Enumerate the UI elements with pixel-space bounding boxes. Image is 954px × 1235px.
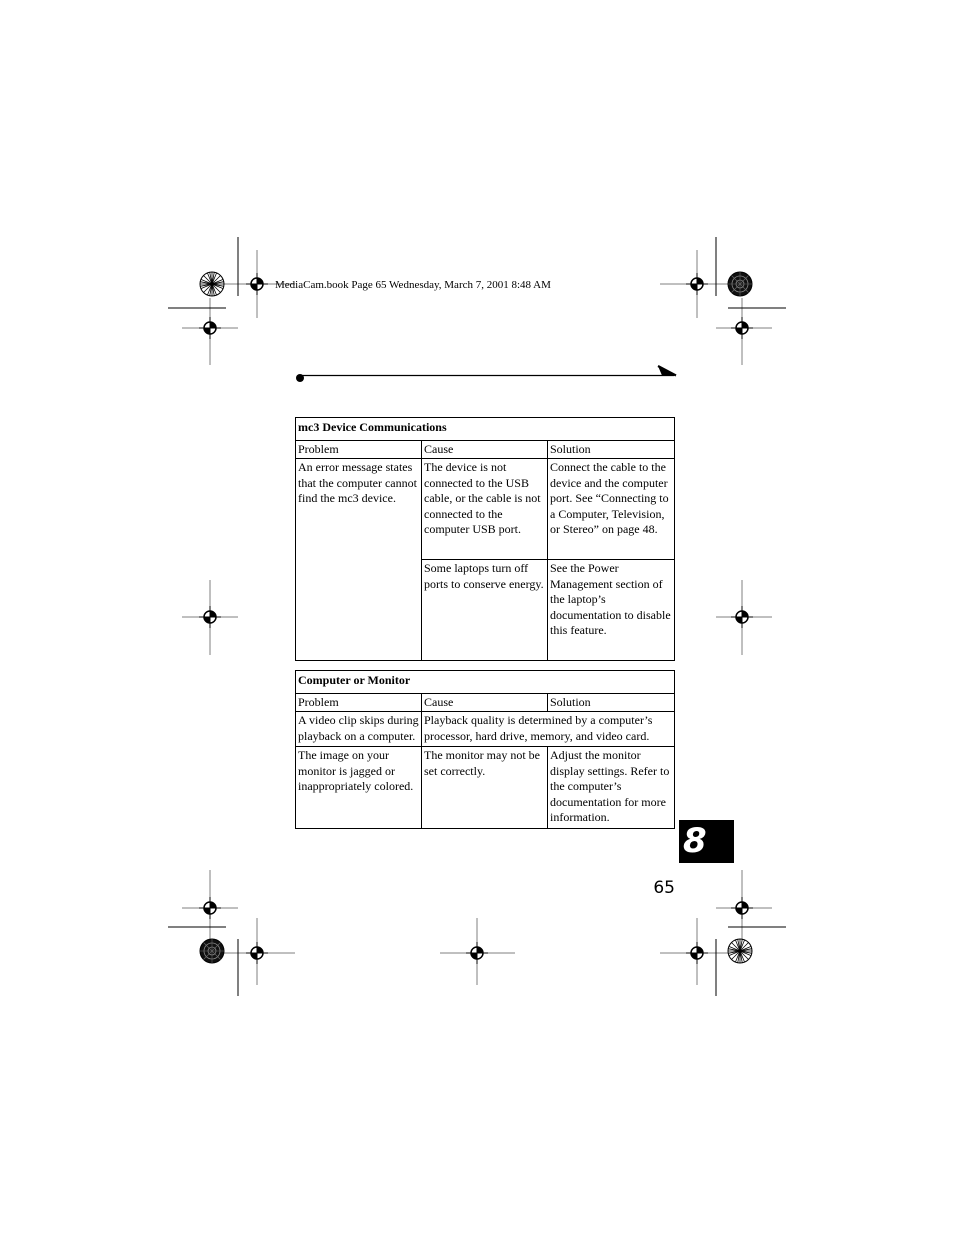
problem-cell: A video clip skips during playback on a computer. (296, 712, 422, 747)
cause-cell: The monitor may not be set correctly. (422, 747, 548, 829)
header-solution: Solution (548, 693, 675, 712)
table-header-row (296, 440, 675, 459)
table-computer-or-monitor (295, 670, 675, 829)
header-cause: Cause (422, 693, 548, 712)
header-cause: Cause (422, 440, 548, 459)
table-row (296, 712, 675, 747)
problem-cell: An error message states that the computer cannot find the mc3 device. (296, 459, 422, 661)
solution-cell: See the Power Management section of the laptop’s documentation to disable this feature. (548, 560, 675, 661)
table-title: mc3 Device Communications (296, 418, 675, 441)
table-row (296, 747, 675, 829)
section-rule-arrow (292, 362, 682, 386)
header-problem: Problem (296, 440, 422, 459)
table-mc3-device-communications (295, 417, 675, 661)
cause-solution-cell: Playback quality is determined by a computer’s processor, hard drive, memory, and video card. (422, 712, 675, 747)
header-solution: Solution (548, 440, 675, 459)
problem-cell: The image on your monitor is jagged or inappropriately colored. (296, 747, 422, 829)
table-row (296, 459, 675, 560)
table-title: Computer or Monitor (296, 671, 675, 694)
solution-cell: Adjust the monitor display settings. Refer to the computer’s documentation for more information. (548, 747, 675, 829)
cause-cell: The device is not connected to the USB cable, or the cable is not connected to the computer USB port. (422, 459, 548, 560)
solution-cell: Connect the cable to the device and the computer port. See “Connecting to a Computer, Television, or Stereo” on page 48. (548, 459, 675, 560)
cause-cell: Some laptops turn off ports to conserve energy. (422, 560, 548, 661)
table-header-row (296, 693, 675, 712)
slug-line: MediaCam.book Page 65 Wednesday, March 7, 2001 8:48 AM (275, 279, 551, 291)
page-number: 65 (653, 878, 675, 898)
chapter-tab: 8 (679, 820, 734, 863)
header-problem: Problem (296, 693, 422, 712)
